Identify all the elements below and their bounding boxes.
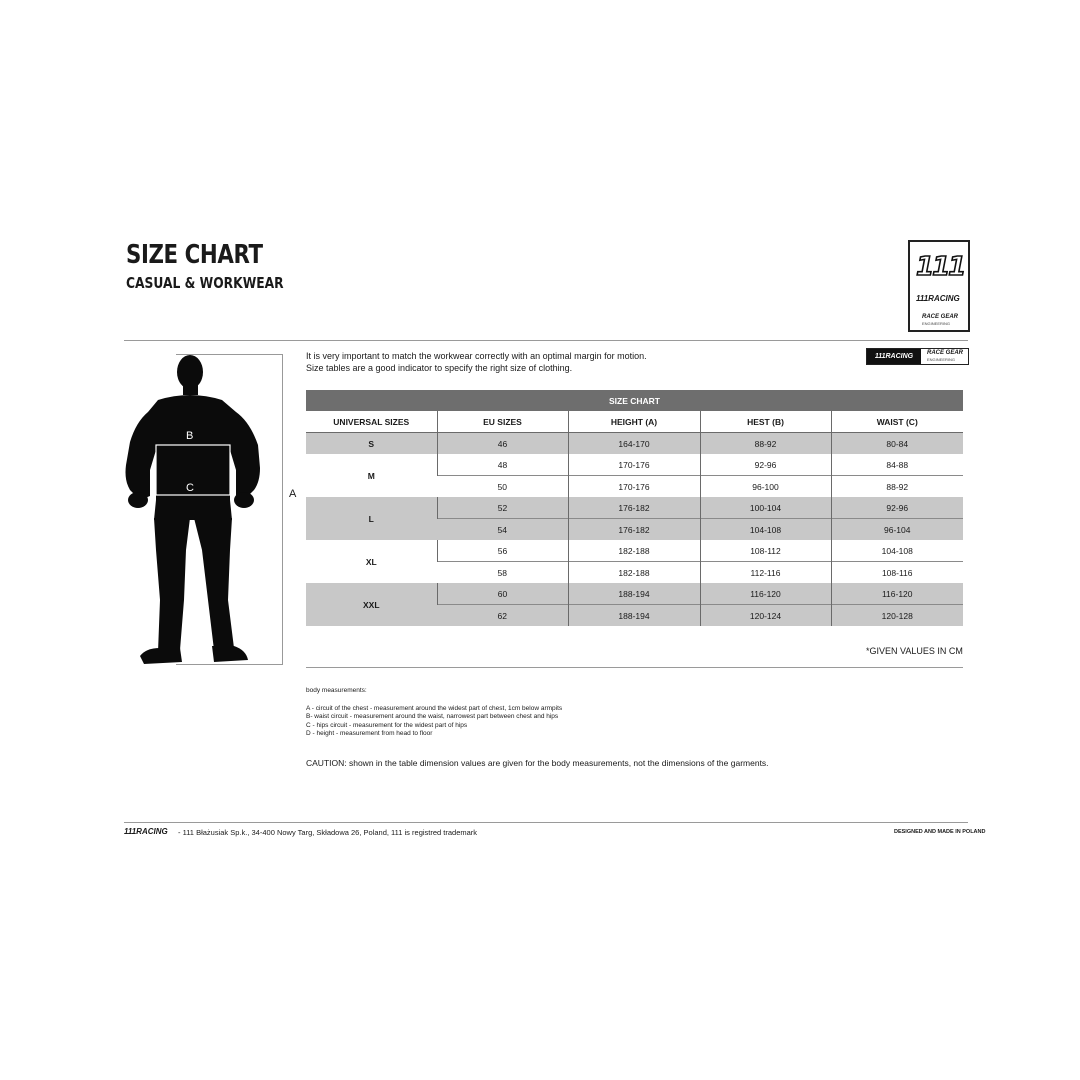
intro-text bbox=[306, 350, 647, 374]
size-cell: S bbox=[306, 433, 437, 455]
table-cell: 104-108 bbox=[831, 540, 963, 562]
label-b: B bbox=[186, 430, 194, 442]
table-cell: 54 bbox=[437, 519, 568, 541]
table-cell: 96-100 bbox=[700, 476, 831, 498]
badge-sub: ENGINEERING bbox=[927, 357, 956, 362]
table-row bbox=[306, 540, 963, 562]
size-cell: XXL bbox=[306, 583, 437, 626]
column-header: WAIST (C) bbox=[831, 411, 963, 433]
table-cell: 92-96 bbox=[700, 454, 831, 476]
footer-brand: 111RACING bbox=[124, 827, 168, 836]
table-cell: 108-116 bbox=[831, 562, 963, 584]
footer-address: - 111 Błażusiak Sp.k., 34-400 Nowy Targ, Składowa 26, Poland, 111 is registred trademark bbox=[178, 828, 478, 837]
badge-tagline: RACE GEAR bbox=[927, 350, 964, 356]
table-cell: 50 bbox=[437, 476, 568, 498]
body-measurements-heading: body measurements: bbox=[306, 687, 367, 694]
table-cell: 88-92 bbox=[831, 476, 963, 498]
size-table bbox=[306, 390, 963, 626]
table-cell: 176-182 bbox=[568, 497, 700, 519]
size-cell: XL bbox=[306, 540, 437, 583]
table-cell: 100-104 bbox=[700, 497, 831, 519]
intro-line-1: It is very important to match the workwear correctly with an optimal margin for motion. bbox=[306, 351, 647, 361]
table-cell: 188-194 bbox=[568, 583, 700, 605]
table-cell: 182-188 bbox=[568, 562, 700, 584]
table-cell: 62 bbox=[437, 605, 568, 627]
brand-badge bbox=[866, 348, 969, 365]
table-cell: 92-96 bbox=[831, 497, 963, 519]
body-measurements bbox=[306, 687, 562, 739]
table-cell: 170-176 bbox=[568, 476, 700, 498]
size-cell: L bbox=[306, 497, 437, 540]
measurement-d: D - height - measurement from head to floor bbox=[306, 730, 433, 737]
footer-made-in: DESIGNED AND MADE IN POLAND bbox=[894, 829, 986, 835]
table-cell: 120-128 bbox=[831, 605, 963, 627]
label-a: A bbox=[289, 488, 297, 500]
measurement-a: A - circuit of the chest - measurement around the widest part of chest, 1cm below armpits bbox=[306, 704, 563, 712]
table-row bbox=[306, 583, 963, 605]
logo-brand: 111RACING bbox=[916, 294, 960, 303]
size-cell: M bbox=[306, 454, 437, 497]
table-cell: 84-88 bbox=[831, 454, 963, 476]
table-cell: 80-84 bbox=[831, 433, 963, 455]
page-title: SIZE CHART bbox=[126, 240, 263, 270]
table-cell: 116-120 bbox=[700, 583, 831, 605]
column-header: UNIVERSAL SIZES bbox=[306, 411, 437, 433]
table-header-row bbox=[306, 411, 963, 433]
table-cell: 108-112 bbox=[700, 540, 831, 562]
table-cell: 176-182 bbox=[568, 519, 700, 541]
table-cell: 52 bbox=[437, 497, 568, 519]
logo-sub: ENGINEERING bbox=[922, 321, 951, 326]
table-cell: 164-170 bbox=[568, 433, 700, 455]
table-cell: 188-194 bbox=[568, 605, 700, 627]
table-cell: 112-116 bbox=[700, 562, 831, 584]
table-cell: 116-120 bbox=[831, 583, 963, 605]
table-title-row bbox=[306, 390, 963, 411]
table-cell: 182-188 bbox=[568, 540, 700, 562]
table-cell: 88-92 bbox=[700, 433, 831, 455]
label-c: C bbox=[186, 482, 194, 494]
table-cell: 60 bbox=[437, 583, 568, 605]
111-racing-logo-icon bbox=[908, 240, 970, 332]
table-cell: 58 bbox=[437, 562, 568, 584]
badge-brand: 111RACING bbox=[867, 349, 921, 364]
header-divider bbox=[124, 340, 968, 341]
column-header: HEST (B) bbox=[700, 411, 831, 433]
table-bottom-divider bbox=[306, 667, 963, 668]
table-row bbox=[306, 433, 963, 455]
table-title: SIZE CHART bbox=[306, 390, 963, 411]
table-cell: 46 bbox=[437, 433, 568, 455]
table-cell: 104-108 bbox=[700, 519, 831, 541]
column-header: HEIGHT (A) bbox=[568, 411, 700, 433]
column-header: EU SIZES bbox=[437, 411, 568, 433]
intro-line-2: Size tables are a good indicator to specify the right size of clothing. bbox=[306, 363, 573, 373]
table-cell: 56 bbox=[437, 540, 568, 562]
caution-text: CAUTION: shown in the table dimension values are given for the body measurements, not the dimensions of the garments. bbox=[306, 758, 769, 768]
table-cell: 170-176 bbox=[568, 454, 700, 476]
body-silhouette-icon bbox=[118, 350, 278, 670]
measurement-b: B- waist circuit - measurement around the waist, narrowest part between chest and hips bbox=[306, 713, 559, 720]
units-note: *GIVEN VALUES IN CM bbox=[866, 646, 963, 656]
measurement-c: C - hips circuit - measurement for the widest part of hips bbox=[306, 721, 468, 729]
table-cell: 48 bbox=[437, 454, 568, 476]
page-subtitle: CASUAL & WORKWEAR bbox=[126, 274, 284, 292]
table-row bbox=[306, 454, 963, 476]
table-cell: 96-104 bbox=[831, 519, 963, 541]
logo-tagline: RACE GEAR bbox=[922, 314, 959, 320]
footer-divider bbox=[124, 822, 968, 823]
table-row bbox=[306, 497, 963, 519]
table-cell: 120-124 bbox=[700, 605, 831, 627]
logo-number: 111 bbox=[916, 252, 965, 282]
